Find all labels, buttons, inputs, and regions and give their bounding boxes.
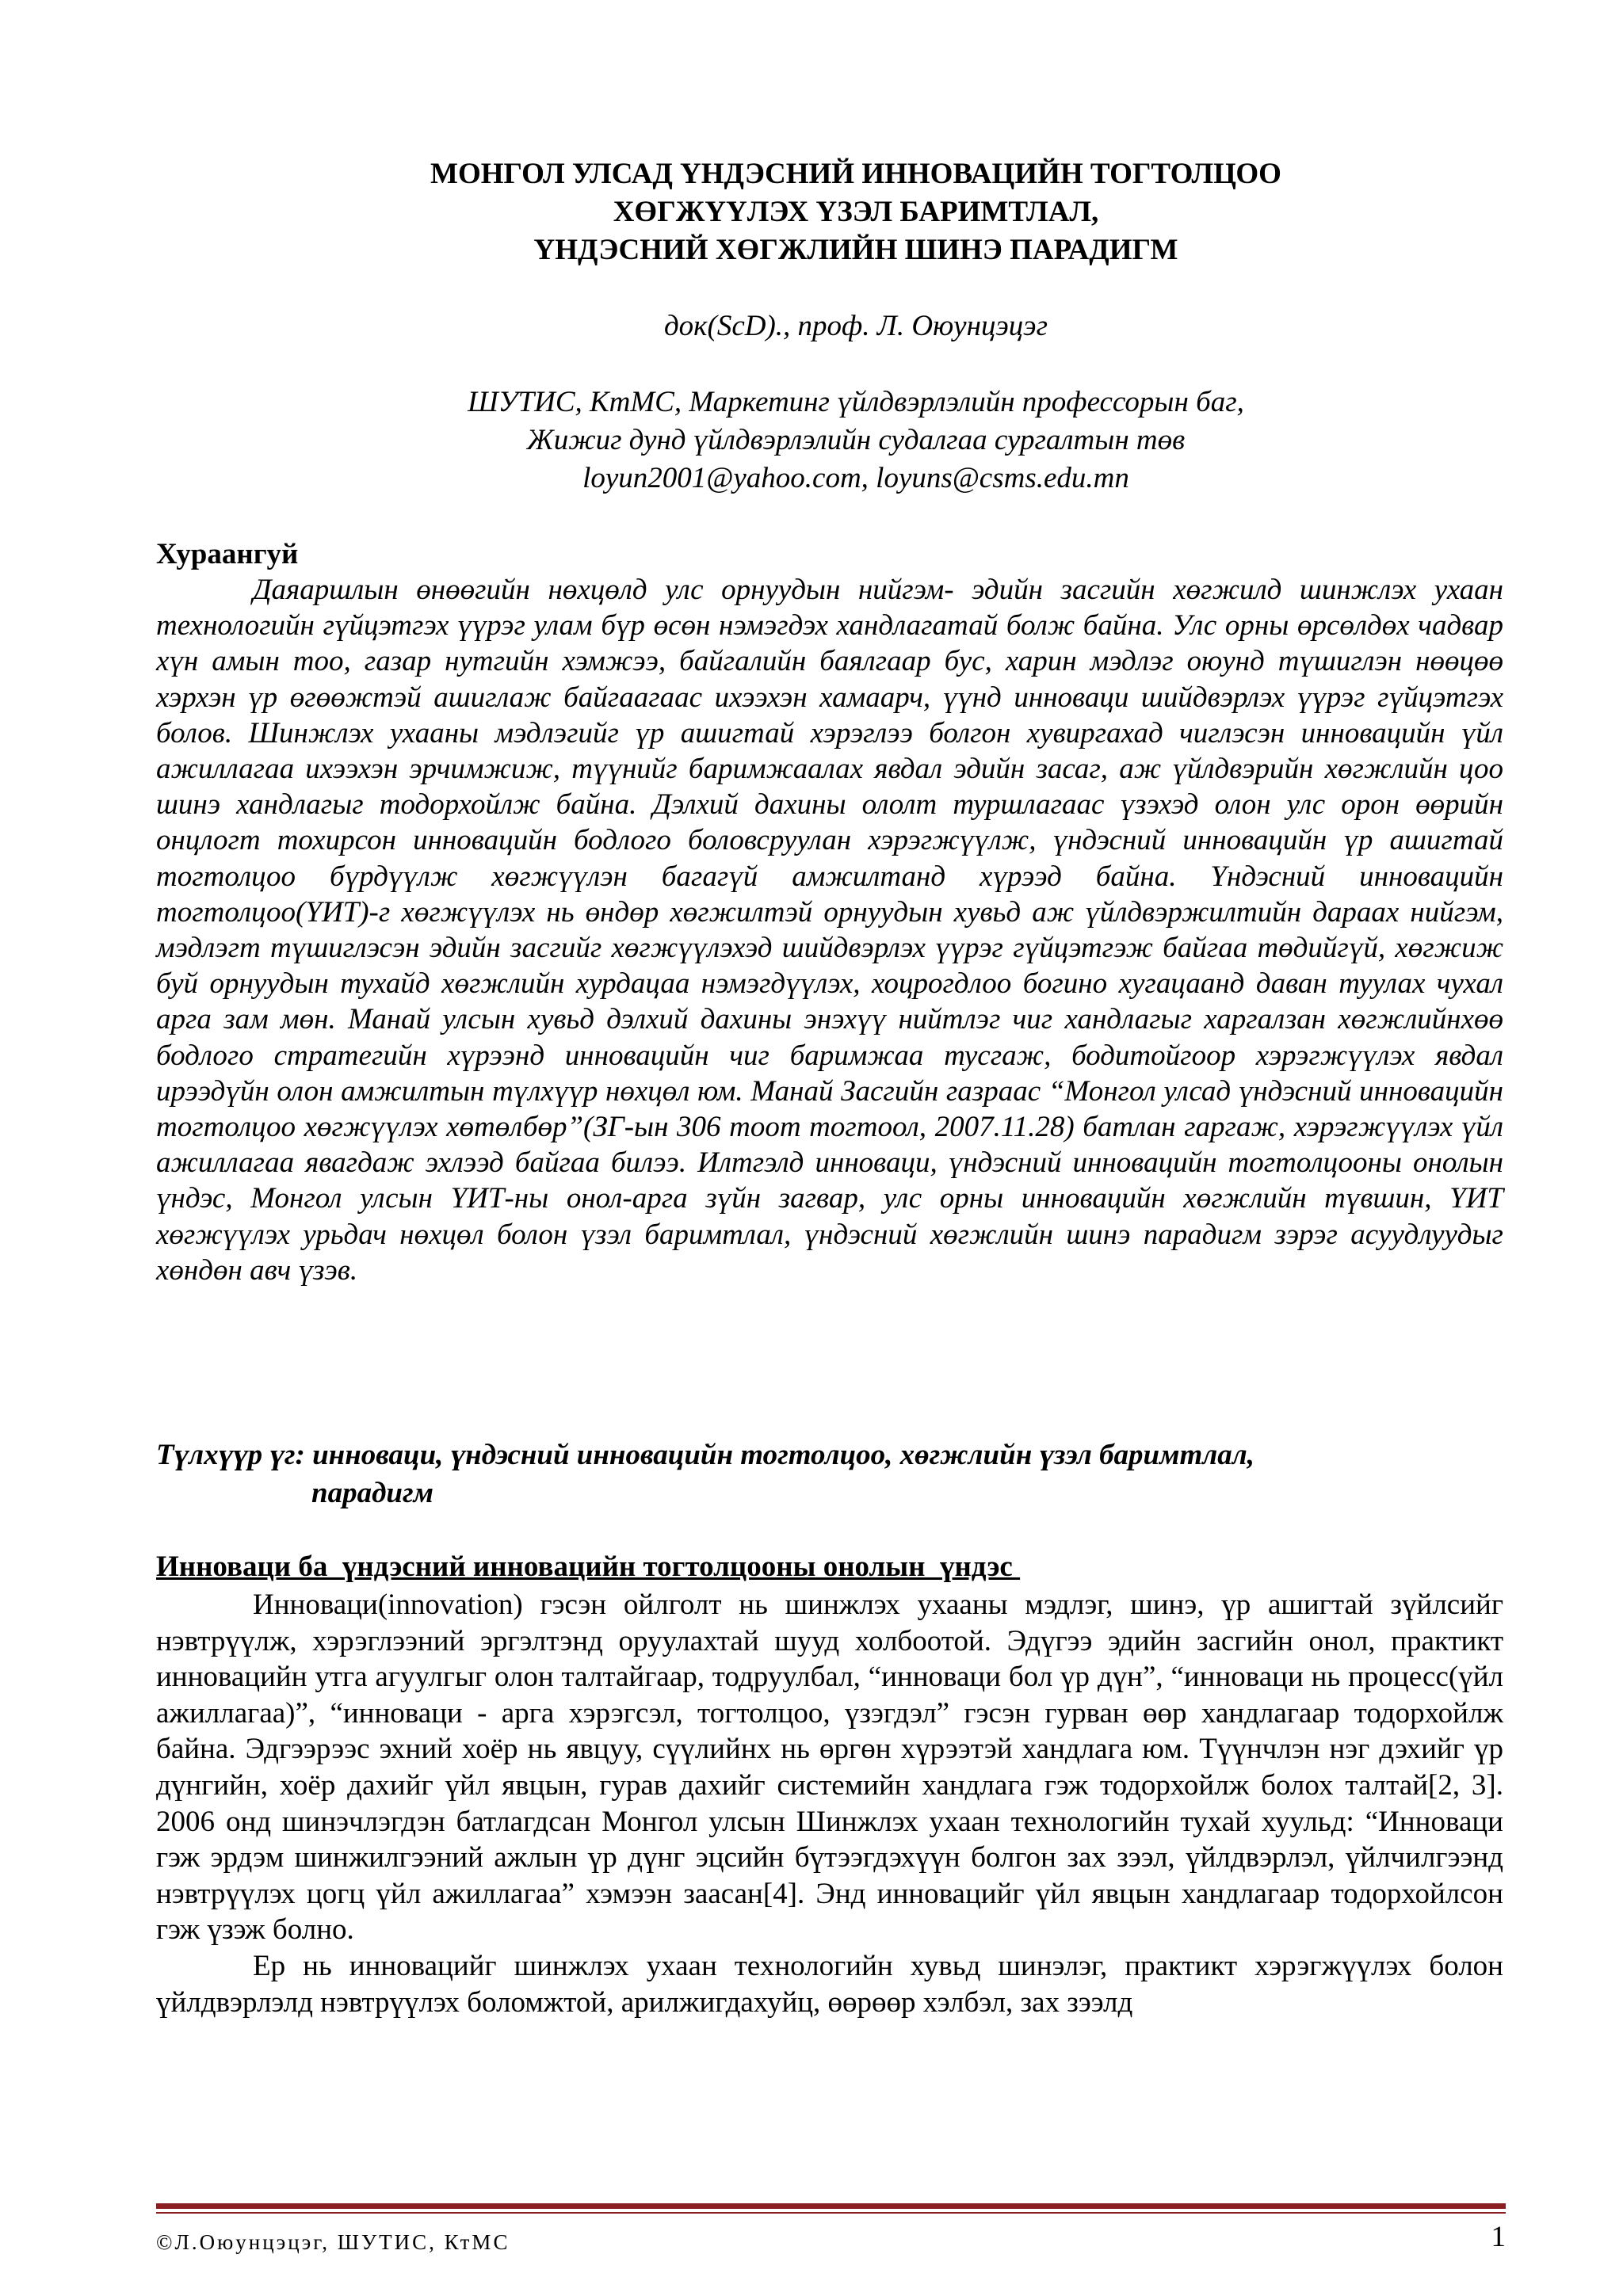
affiliation-line-1: ШУТИС, КтМС, Маркетинг үйлдвэрлэлийн профессорын баг, (468, 386, 1244, 418)
page-number: 1 (1491, 2221, 1506, 2253)
title-line-2: ХӨГЖҮҮЛЭХ ҮЗЭЛ БАРИМТЛАЛ, (613, 196, 1099, 228)
affiliation-line-2: Жижиг дунд үйлдвэрлэлийн судалгаа сургалтын төв (526, 424, 1186, 456)
affiliation-block (238, 383, 1474, 498)
section-body (156, 1587, 1503, 2020)
title-line-3: ҮНДЭСНИЙ ХӨГЖЛИЙН ШИНЭ ПАРАДИГМ (533, 234, 1178, 266)
footer-author: ©Л.Оюунцэцэг, ШУТИС, КтМС (156, 2230, 510, 2254)
footer-rule-thin (156, 2212, 1506, 2214)
abstract-heading: Хураангуй (156, 538, 299, 570)
body-paragraph-2: Ер нь инновацийг шинжлэх ухаан технологийн хувьд шинэлэг, практикт хэрэгжүүлэх болон үйлдвэрлэлд нэвтрүүлэх боломжтой, арилжигдахуйц, өөрөөр хэлбэл, зах зээлд (156, 1949, 1503, 2019)
affiliation-email: loyun2001@yahoo.com, loyuns@csms.edu.mn (582, 462, 1129, 494)
footer-rule-thick (156, 2203, 1506, 2209)
abstract-text: Даяаршлын өнөөгийн нөхцөлд улс орнуудын нийгэм- эдийн засгийн хөгжилд шинжлэх ухаан технологийн гүйцэтгэх үүрэг улам бүр өсөн нэмэгдэх хандлагатай болж байна. Улс орны өрсөлдөх чадвар хүн амын тоо, газар нутгийн хэмжээ, байгалийн баялгаар бус, харин мэдлэг оюунд түшиглэн нөөцөө хэрхэн үр өгөөжтэй ашиглаж байгаагаас ихээхэн хамаарч, үүнд инноваци шийдвэрлэх үүрэг гүйцэтгэх болов. Шинжлэх ухааны мэдлэгийг үр ашигтай хэрэглээ болгон хувиргахад чиглэсэн инновацийн үйл ажиллагаа ихээхэн эрчимжиж, түүнийг баримжаалах явдал эдийн засаг, аж үйлдвэрийн хөгжлийн цоо шинэ хандлагыг тодорхойлж байна. Дэлхий дахины ололт туршлагаас үзэхэд олон улс орон өөрийн онцлогт тохирсон инновацийн бодлого боловсруулан хэрэгжүүлж, үндэсний инновацийн үр ашигтай тогтолцоо бүрдүүлж хөгжүүлэн багагүй амжилтанд хүрээд байна. Үндэсний инновацийн тогтолцоо(ҮИТ)-г хөгжүүлэх нь өндөр хөгжилтэй орнуудын хувьд аж үйлдвэржилтийн дараах нийгэм, мэдлэгт түшиглэсэн эдийн засгийг хөгжүүлэхэд шийдвэрлэх үүрэг гүйцэтгэж байгаа төдийгүй, хөгжиж буй орнуудын тухайд хөгжлийн хурдацаа нэмэгдүүлэх, хоцрогдлоо богино хугацаанд даван туулах чухал арга зам мөн. Манай улсын хувьд дэлхий дахины энэхүү нийтлэг чиг хандлагыг харгалзан хөгжлийнхөө бодлого стратегийн хүрээнд инновацийн чиг баримжаа тусгаж, бодитойгоор хэрэгжүүлэх явдал ирээдүйн олон амжилтын түлхүүр нөхцөл юм. Манай Засгийн газраас “Монгол улсад үндэсний инновацийн тогтолцоо хөгжүүлэх хөтөлбөр”(ЗГ-ын 306 тоот тогтоол, 2007.11.28) батлан гаргаж, хэрэгжүүлэх үйл ажиллагаа явагдаж эхлээд байгаа билээ. Илтгэлд инноваци, үндэсний инновацийн тогтолцооны онолын үндэс, Монгол улсын ҮИТ-ны онол-арга зүйн загвар, улс орны инновацийн хөгжлийн түвшин, ҮИТ хөгжүүлэх урьдач нөхцөл болон үзэл баримтлал, үндэсний хөгжлийн шинэ парадигм зэрэг асуудлуудыг хөндөн авч үзэв. (156, 574, 1503, 1287)
paper-title (238, 155, 1474, 269)
keywords-block (156, 1436, 1503, 1512)
title-line-1: МОНГОЛ УЛСАД ҮНДЭСНИЙ ИННОВАЦИЙН ТОГТОЛЦОО (430, 158, 1281, 190)
author-line: док(ScD)., проф. Л. Оюунцэцэг (663, 310, 1048, 342)
body-paragraph-1: Инноваци(innovation) гэсэн ойлголт нь шинжлэх ухааны мэдлэг, шинэ, үр ашигтай зүйлсийг нэвтрүүлж, хэрэглээний эргэлтэнд оруулахтай шууд холбоотой. Эдүгээ эдийн засгийн онол, практикт инновацийн утга агуулгыг олон талтайгаар, тодруулбал, “инноваци бол үр дүн”, “инноваци нь процесс(үйл ажиллагаа)”, “инноваци - арга хэрэгсэл, тогтолцоо, үзэгдэл” гэсэн гурван өөр хандлагаар тодорхойлж байна. Эдгээрээс эхний хоёр нь явцуу, сүүлийнх нь өргөн хүрээтэй хандлага юм. Түүнчлэн нэг дэхийг үр дүнгийн, хоёр дахийг үйл явцын, гурав дахийг системийн хандлага гэж тодорхойлж болох талтай[2, 3]. 2006 онд шинэчлэгдэн батлагдсан Монгол улсын Шинжлэх ухаан технологийн тухай хуульд: “Инноваци гэж эрдэм шинжилгээний ажлын үр дүнг эцсийн бүтээгдэхүүн болгон зах зээл, үйлдвэрлэл, үйлчилгээнд нэвтрүүлэх цогц үйл ажиллагаа” хэмээн заасан[4]. Энд инновацийг үйл явцын хандлагаар тодорхойлсон гэж үзэж болно. (156, 1589, 1503, 1947)
keywords-line-2: парадигм (311, 1477, 434, 1509)
section-heading: Инноваци ба үндэсний инновацийн тогтолцооны онолын үндэс (156, 1550, 1021, 1583)
keywords-line-1: Түлхүүр үг: инноваци, үндэсний инновацийн тогтолцоо, хөгжлийн үзэл баримтлал, (156, 1439, 1254, 1471)
